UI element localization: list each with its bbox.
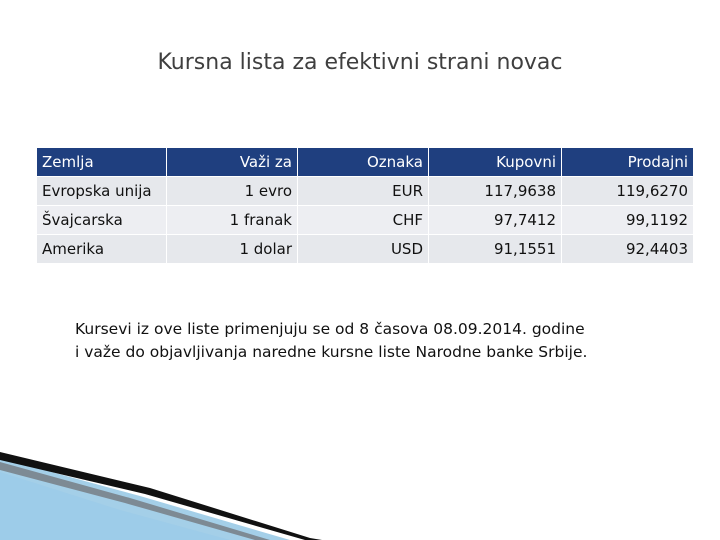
- header-selling: Prodajni: [562, 148, 694, 177]
- validity-note: [75, 318, 695, 364]
- cell-valid-for: 1 dolar: [167, 235, 298, 264]
- cell-code: EUR: [298, 177, 429, 206]
- table-row: [37, 177, 694, 206]
- cell-buying: 117,9638: [429, 177, 562, 206]
- table-row: [37, 206, 694, 235]
- validity-note-line-1: Kursevi iz ove liste primenjuju se od 8 časova 08.09.2014. godine: [75, 320, 585, 338]
- cell-country: Evropska unija: [37, 177, 167, 206]
- cell-selling: 119,6270: [562, 177, 694, 206]
- cell-code: USD: [298, 235, 429, 264]
- validity-note-line-2: i važe do objavljivanja naredne kursne liste Narodne banke Srbije.: [75, 343, 588, 361]
- cell-buying: 91,1551: [429, 235, 562, 264]
- cell-buying: 97,7412: [429, 206, 562, 235]
- exchange-rate-table: [36, 147, 694, 264]
- cell-country: Švajcarska: [37, 206, 167, 235]
- table-header-row: [37, 148, 694, 177]
- header-code: Oznaka: [298, 148, 429, 177]
- cell-valid-for: 1 franak: [167, 206, 298, 235]
- cell-code: CHF: [298, 206, 429, 235]
- cell-selling: 99,1192: [562, 206, 694, 235]
- header-buying: Kupovni: [429, 148, 562, 177]
- cell-country: Amerika: [37, 235, 167, 264]
- header-country: Zemlja: [37, 148, 167, 177]
- cell-valid-for: 1 evro: [167, 177, 298, 206]
- decorative-wave-graphic: [0, 440, 720, 540]
- slide-title: Kursna lista za efektivni strani novac: [157, 50, 563, 75]
- table-row: [37, 235, 694, 264]
- cell-selling: 92,4403: [562, 235, 694, 264]
- header-valid-for: Važi za: [167, 148, 298, 177]
